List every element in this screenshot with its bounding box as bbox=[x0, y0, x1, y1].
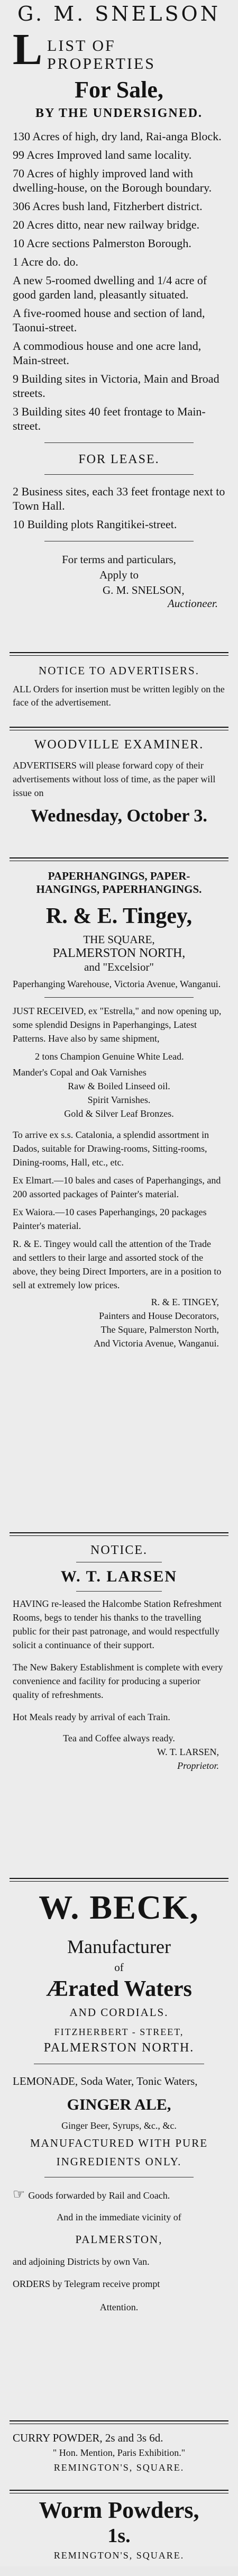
tingey-signature: And Victoria Avenue, Wanganui. bbox=[94, 1338, 219, 1349]
notice-heading: NOTICE TO ADVERTISERS. bbox=[39, 664, 199, 677]
stock-item: Raw & Boiled Linseed oil. bbox=[68, 1081, 170, 1091]
larsen-signature: W. T. LARSEN, bbox=[157, 1747, 219, 1757]
beck-town: PALMERSTON NORTH. bbox=[43, 2041, 195, 2055]
stock-item: 2 tons Champion Genuine White Lead. bbox=[35, 1051, 184, 1062]
larsen-name: W. T. LARSEN bbox=[60, 1568, 178, 1585]
issue-date: Wednesday, October 3. bbox=[31, 806, 207, 826]
worm-shop: REMINGTON'S, SQUARE. bbox=[53, 2550, 185, 2561]
tingey-signature: R. & E. TINGEY, bbox=[151, 1297, 219, 1307]
apply-name: G. M. SNELSON, bbox=[103, 584, 185, 596]
sale-item: 9 Building sites in Victoria, Main and Broad streets. bbox=[13, 372, 219, 400]
curry-mention: " Hon. Mention, Paris Exhibition." bbox=[52, 2447, 186, 2458]
masthead bbox=[0, 0, 238, 30]
beck-manufacturer: Manufacturer bbox=[67, 1936, 171, 1957]
beck-of: of bbox=[114, 1961, 124, 1974]
lease-item: 10 Building plots Rangitikei-street. bbox=[13, 518, 177, 531]
bakery-line: The New Bakery Establishment is complete with every convenience and facility for producing a superior quality of refreshments. bbox=[13, 1662, 223, 1700]
tea-line: Tea and Coffee always ready. bbox=[63, 1733, 175, 1743]
sale-item: 70 Acres of highly improved land with dwelling-house, on the Borough boundary. bbox=[13, 167, 212, 194]
attention-line: Attention. bbox=[99, 2302, 139, 2312]
property-list-ad bbox=[0, 30, 238, 652]
woodville-examiner-ad bbox=[0, 730, 238, 857]
just-received: JUST RECEIVED, ex "Estrella," and now opening up, some splendid Designs in Paperhangings, Latest Patterns. Have also by same shipment, bbox=[13, 1006, 222, 1044]
lease-items bbox=[13, 484, 225, 531]
stock-item: Gold & Silver Leaf Bronzes. bbox=[64, 1108, 174, 1119]
larsen-notice-heading: NOTICE. bbox=[90, 1543, 148, 1557]
divider bbox=[44, 474, 194, 475]
worm-title: Worm Powders, bbox=[39, 2497, 199, 2523]
divider bbox=[76, 1591, 162, 1592]
woodville-body: ADVERTISERS will please forward copy of their advertisements without loss of time, as the paper will issue on bbox=[13, 760, 216, 798]
lease-item: 2 Business sites, each 33 feet frontage next to Town Hall. bbox=[13, 485, 225, 512]
sale-item: 130 Acres of high, dry land, Rai-anga Block. bbox=[13, 130, 222, 143]
sale-item: A five-roomed house and section of land, Taonui-street. bbox=[13, 306, 205, 334]
beck-aerated-waters-ad bbox=[0, 1882, 238, 2420]
vicinity-line: And in the immediate vicinity of bbox=[57, 2212, 181, 2222]
paperhangings-line: PAPERHANGINGS, PAPER- bbox=[48, 870, 190, 882]
firm-and: and "Excelsior" bbox=[84, 961, 154, 973]
notice-to-advertisers bbox=[0, 656, 238, 727]
stock-item: Mander's Copal and Oak Varnishes bbox=[13, 1067, 147, 1078]
aerated-waters: Ærated Waters bbox=[46, 1977, 192, 2001]
goods-line: ☞ Goods forwarded by Rail and Coach. bbox=[13, 2186, 170, 2202]
sale-item: A commodious house and one acre land, Main-street. bbox=[13, 339, 202, 367]
paperhangings-line: HANGINGS, PAPERHANGINGS. bbox=[36, 883, 202, 896]
sale-item: 3 Building sites 40 feet frontage to Main-street. bbox=[13, 405, 206, 432]
firm-square: THE SQUARE, bbox=[83, 933, 155, 946]
manufactured-line: MANUFACTURED WITH PURE bbox=[30, 2137, 208, 2149]
section-rule bbox=[10, 727, 228, 730]
apply-line: Apply to bbox=[99, 568, 139, 581]
apply-title: Auctioneer. bbox=[167, 597, 218, 610]
worm-powders-ad bbox=[0, 2493, 238, 2576]
woodville-heading: WOODVILLE EXAMINER. bbox=[34, 738, 204, 752]
section-rule bbox=[10, 2490, 228, 2493]
for-lease-heading: FOR LEASE. bbox=[78, 453, 160, 466]
adjoining-line: and adjoining Districts by own Van. bbox=[13, 2256, 150, 2267]
catalonia-line: To arrive ex s.s. Catalonia, a splendid assortment in Dados, suitable for Drawing-rooms, Sitting-rooms, Dining-rooms, Hall, etc., etc. bbox=[13, 1129, 209, 1168]
lemonade-line: LEMONADE, Soda Water, Tonic Waters, bbox=[13, 2075, 198, 2087]
orders-line: ORDERS by Telegram receive prompt bbox=[13, 2279, 160, 2289]
sale-items bbox=[13, 129, 225, 433]
by-undersigned: BY THE UNDERSIGNED. bbox=[35, 106, 203, 120]
section-rule bbox=[10, 2420, 228, 2424]
section-rule bbox=[10, 652, 228, 656]
for-sale-heading: For Sale, bbox=[75, 77, 163, 103]
sale-item: 99 Acres Improved land same locality. bbox=[13, 148, 192, 161]
ingredients-line: INGREDIENTS ONLY. bbox=[56, 2155, 182, 2168]
cordials: AND CORDIALS. bbox=[69, 2006, 169, 2019]
sale-item: 306 Acres bush land, Fitzherbert district. bbox=[13, 200, 203, 213]
tingey-signature: Painters and House Decorators, bbox=[99, 1310, 219, 1321]
sale-item: A new 5-roomed dwelling and 1/4 acre of good garden land, pleasantly situated. bbox=[13, 274, 207, 301]
beck-street: FITZHERBERT - STREET, bbox=[54, 2027, 184, 2037]
beck-name: W. BECK, bbox=[39, 1888, 199, 1926]
firm-town: PALMERSTON NORTH, bbox=[52, 946, 186, 960]
sale-item: 20 Acres ditto, near new railway bridge. bbox=[13, 218, 200, 231]
curry-shop: REMINGTON'S, SQUARE. bbox=[53, 2462, 185, 2473]
ginger-ale: GINGER ALE, bbox=[67, 2096, 171, 2113]
apply-line: For terms and particulars, bbox=[62, 553, 176, 566]
masthead-title: G. M. SNELSON bbox=[17, 2, 221, 25]
list-heading: L LIST OF PROPERTIES bbox=[13, 30, 155, 74]
tingey-paperhangings-ad bbox=[0, 861, 238, 1532]
section-rule bbox=[10, 1532, 228, 1536]
larsen-notice-ad bbox=[0, 1536, 238, 1878]
section-rule bbox=[10, 1878, 228, 1882]
notify-line: R. & E. Tingey would call the attention of the Trade and settlers to their large and assorted stock of the above, they being Direct Importers, are in a position to sell at extremely low prices. bbox=[13, 1239, 222, 1290]
warehouse-line: Paperhanging Warehouse, Victoria Avenue, Wanganui. bbox=[13, 979, 221, 989]
larsen-proprietor: Proprietor. bbox=[177, 1760, 219, 1771]
larsen-body: HAVING re-leased the Halcombe Station Refreshment Rooms, begs to tender his thanks to the travelling public for their past patronage, and would respectfully solicit a continuance of their support. bbox=[13, 1598, 222, 1650]
divider bbox=[44, 997, 194, 998]
stock-item: Spirit Varnishes. bbox=[87, 1095, 151, 1105]
section-rule bbox=[10, 857, 228, 861]
worm-price: 1s. bbox=[107, 2525, 131, 2547]
syrups-line: Ginger Beer, Syrups, &c., &c. bbox=[61, 2120, 177, 2131]
curry-powder-ad bbox=[0, 2424, 238, 2490]
divider bbox=[44, 442, 194, 443]
palmerston-line: PALMERSTON, bbox=[75, 2233, 163, 2246]
notice-body: ALL Orders for insertion must be written legibly on the face of the advertisement. bbox=[13, 684, 225, 708]
pointing-hand-icon: ☞ bbox=[13, 2186, 25, 2202]
curry-line: CURRY POWDER, 2s and 3s 6d. bbox=[13, 2432, 163, 2444]
sale-item: 1 Acre do. do. bbox=[13, 255, 79, 268]
waiora-line: Ex Waiora.—10 cases Paperhangings, 20 packages Painter's material. bbox=[13, 1207, 207, 1231]
hot-meals-line: Hot Meals ready by arrival of each Train. bbox=[13, 1712, 170, 1722]
elmart-line: Ex Elmart.—10 bales and cases of Paperhangings, and 200 assorted packages of Painter's material. bbox=[13, 1175, 221, 1199]
sale-item: 10 Acre sections Palmerston Borough. bbox=[13, 237, 191, 250]
tingey-signature: The Square, Palmerston North, bbox=[100, 1324, 219, 1335]
firm-name: R. & E. Tingey, bbox=[45, 904, 193, 928]
